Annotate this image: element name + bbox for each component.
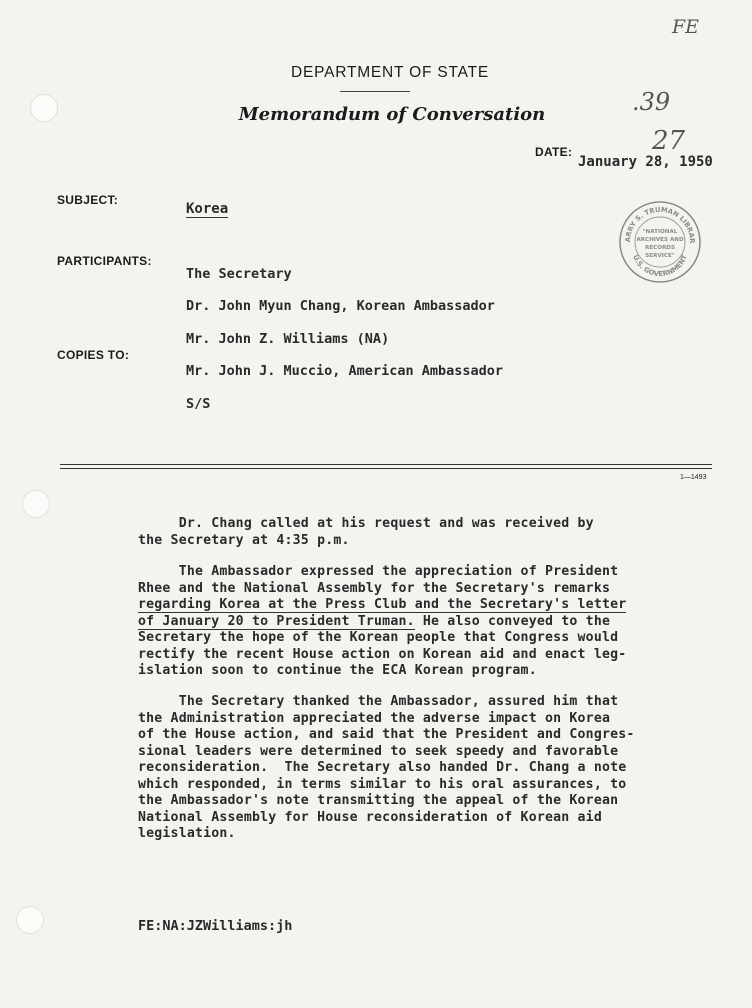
divider-rule-upper <box>60 464 712 465</box>
memo-title: Memorandum of Conversation <box>238 104 546 125</box>
participants-label: PARTICIPANTS: <box>57 254 152 268</box>
body-line: The Secretary thanked the Ambassador, assured him that <box>138 694 619 709</box>
body-line: Dr. Chang called at his request and was received by <box>138 516 594 531</box>
department-heading: DEPARTMENT OF STATE <box>290 64 490 81</box>
body-paragraph-1 <box>138 516 594 549</box>
form-number: 1—1493 <box>680 474 707 481</box>
body-line: legislation. <box>138 826 236 841</box>
drafter-initials: FE:NA:JZWilliams:jh <box>138 918 293 934</box>
body-line: the Ambassador's note transmitting the appeal of the Korean <box>138 793 619 808</box>
body-line: rectify the recent House action on Korean aid and enact leg- <box>138 646 627 662</box>
body-line: islation soon to continue the ECA Korean program. <box>138 663 537 678</box>
body-paragraph-2 <box>138 564 626 680</box>
participant-1: The Secretary <box>186 266 292 282</box>
body-line: of the House action, and said that the President and Congres- <box>138 727 635 742</box>
body-line: He also conveyed to the <box>414 613 611 629</box>
stamp-line-4: SERVICE" <box>645 253 675 259</box>
subject-label: SUBJECT: <box>57 193 119 207</box>
body-line: the Secretary at 4:35 p.m. <box>138 532 350 548</box>
stamp-line-3: RECORDS <box>645 245 675 251</box>
participant-2: Dr. John Myun Chang, Korean Ambassador <box>186 298 495 314</box>
body-line: the Administration appreciated the adverse impact on Korea <box>138 710 611 726</box>
stamp-ring-top: ARRY S. TRUMAN LIBRAR <box>623 205 697 244</box>
date-value: January 28, 1950 <box>578 154 713 170</box>
body-line: sional leaders were determined to seek speedy and favorable <box>138 743 619 759</box>
archives-stamp <box>618 200 702 284</box>
body-line-underlined: of January 20 to President Truman. <box>138 613 415 629</box>
stamp-line-2: ARCHIVES AND <box>636 237 684 243</box>
divider-rule-lower <box>60 468 712 469</box>
body-line: National Assembly for House reconsideration of Korean aid <box>138 809 602 825</box>
body-line: The Ambassador expressed the appreciation of President <box>138 564 619 579</box>
copies-label: COPIES TO: <box>57 348 130 362</box>
stamp-line-1: "NATIONAL <box>642 229 678 235</box>
body-line: Rhee and the National Assembly for the Secretary's remarks <box>138 580 611 596</box>
copy-recipient-2: S/S <box>186 396 211 412</box>
body-line: Secretary the hope of the Korean people that Congress would <box>138 630 619 645</box>
body-paragraph-3 <box>138 694 635 843</box>
body-line: reconsideration. The Secretary also handed Dr. Chang a note <box>138 760 627 775</box>
heading-rule <box>340 91 410 92</box>
body-line-underlined: regarding Korea at the Press Club and the Secretary's letter <box>138 597 627 612</box>
stamp-ring-bottom: U.S. GOVERNMENT <box>631 253 689 279</box>
punch-hole-bottom <box>16 906 44 934</box>
corner-handwritten-mark: FE <box>672 16 700 38</box>
copy-recipient-1: Mr. John J. Muccio, American Ambassador <box>186 363 503 379</box>
body-line: which responded, in terms similar to his oral assurances, to <box>138 776 627 792</box>
punch-hole-middle <box>22 490 50 518</box>
date-label: DATE: <box>535 145 573 159</box>
participant-3: Mr. John Z. Williams (NA) <box>186 331 390 347</box>
subject-value: Korea <box>186 201 229 217</box>
date-correction-handwritten: 27 <box>652 126 686 156</box>
page-number-handwritten: .39 <box>632 88 671 116</box>
